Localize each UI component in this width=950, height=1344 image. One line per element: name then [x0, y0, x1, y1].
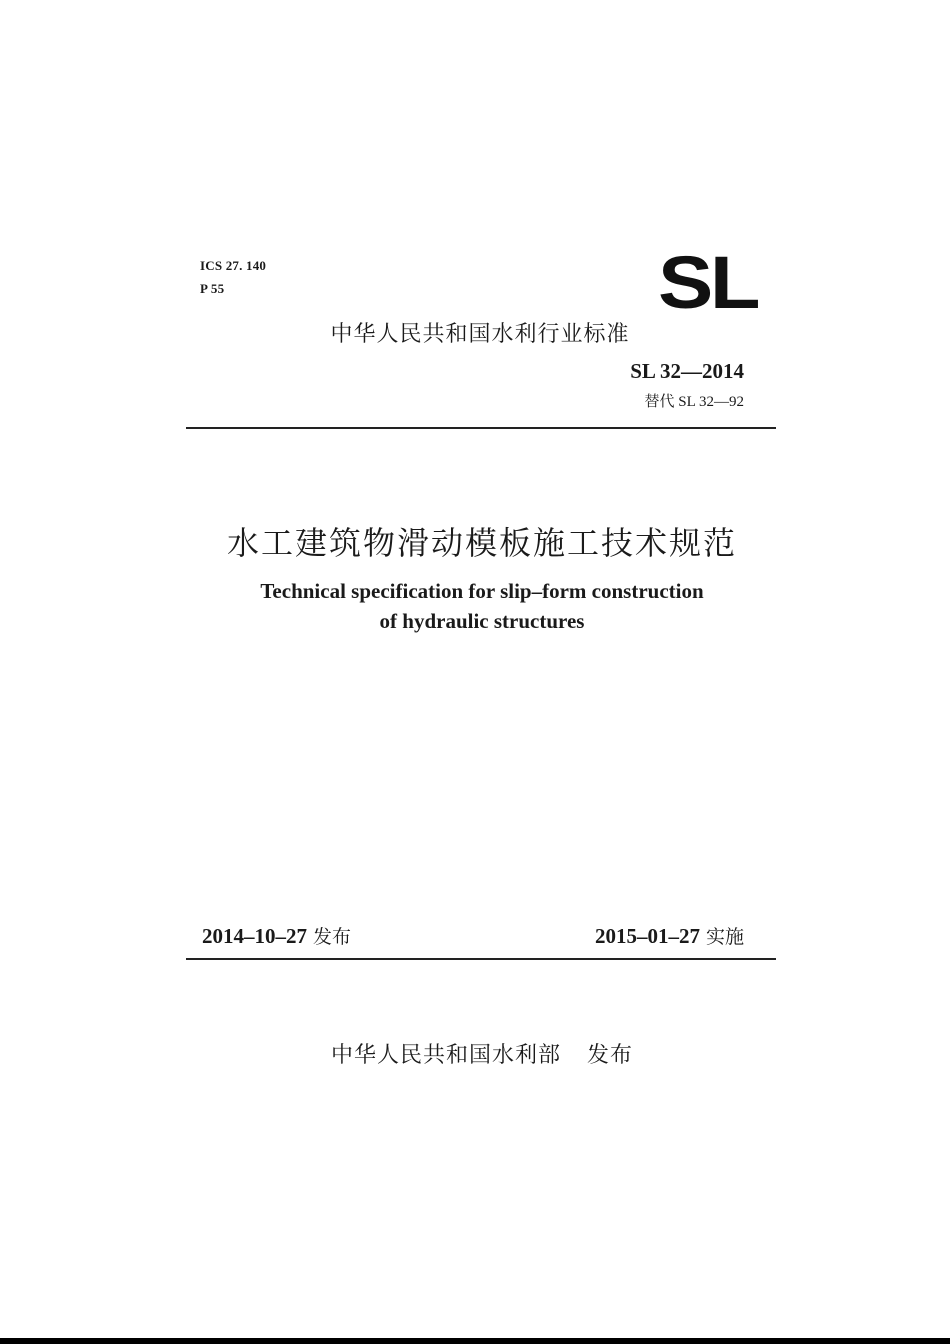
- replaces-standard: 替代 SL 32—92: [644, 394, 744, 410]
- publisher-name: 中华人民共和国水利部: [330, 1043, 561, 1068]
- publisher-action: 发布: [587, 1043, 634, 1068]
- issue-label: 发布: [313, 926, 352, 948]
- top-divider: [186, 427, 776, 429]
- bottom-divider: [186, 958, 776, 960]
- page-bottom-edge: [0, 1338, 950, 1344]
- implementation-label: 实施: [705, 926, 744, 948]
- implementation-date-value: 2015–01–27: [594, 924, 700, 948]
- industry-standard-heading: 中华人民共和国水利行业标准: [330, 322, 630, 347]
- publisher-line: [0, 1038, 950, 1069]
- sl-logo: SL: [658, 241, 758, 324]
- implementation-date: [595, 922, 744, 949]
- p-code: P 55: [200, 281, 225, 296]
- title-english-line-2: of hydraulic structures: [379, 609, 585, 633]
- standard-number: SL 32—2014: [630, 359, 744, 383]
- ics-code: ICS 27. 140: [200, 258, 267, 273]
- title-english-line-1: Technical specification for slip–form construction: [260, 579, 704, 603]
- issue-date-value: 2014–10–27: [202, 924, 307, 948]
- issue-date: [202, 922, 351, 949]
- title-chinese: 水工建筑物滑动模板施工技术规范: [226, 524, 737, 562]
